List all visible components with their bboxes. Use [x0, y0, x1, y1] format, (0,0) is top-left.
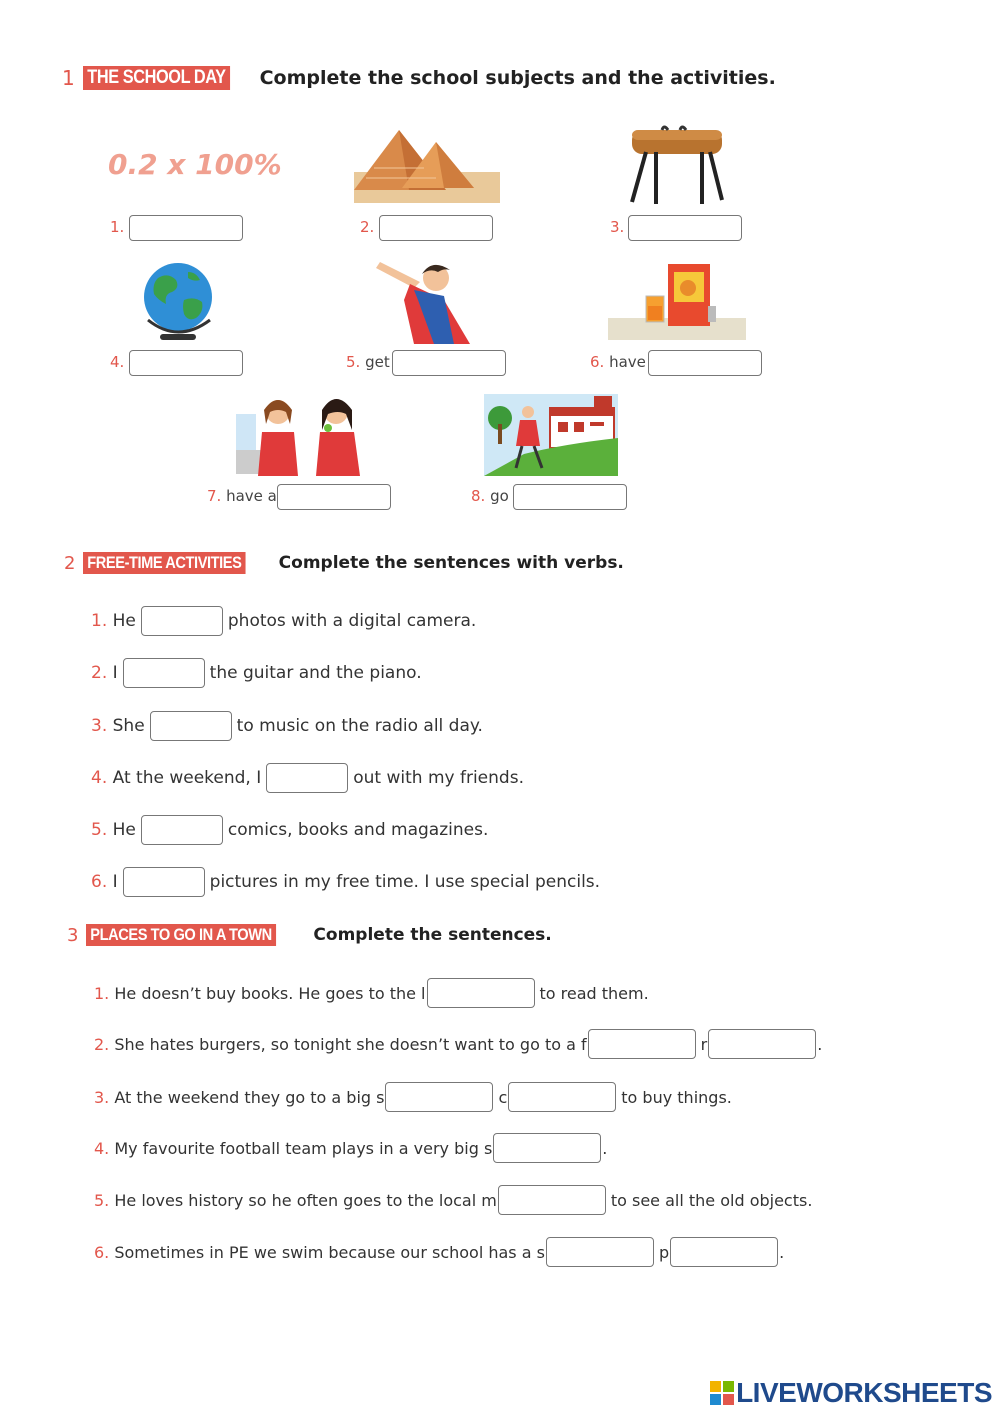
- sentence-2-2: 2. I the guitar and the piano.: [91, 658, 422, 688]
- section-badge: FREE-TIME ACTIVITIES: [83, 552, 246, 574]
- sentence-3-1: 1. He doesn’t buy books. He goes to the l to read them.: [94, 978, 649, 1008]
- item-1-label: 1.: [110, 218, 125, 236]
- section-3-header: [67, 924, 552, 946]
- section-instruction: Complete the school subjects and the activities.: [259, 67, 776, 89]
- place-input-2b[interactable]: [708, 1029, 816, 1059]
- item-5-label: 5. get: [346, 353, 390, 371]
- globe-picture: [138, 260, 218, 342]
- place-input-1[interactable]: [427, 978, 535, 1008]
- verb-input-3[interactable]: [150, 711, 232, 741]
- answer-2-input[interactable]: [379, 215, 493, 241]
- boy-getting-up-picture: [374, 260, 478, 344]
- sentence-2-3: 3. She to music on the radio all day.: [91, 711, 483, 741]
- answer-8-input[interactable]: [513, 484, 627, 510]
- place-input-2a[interactable]: [588, 1029, 696, 1059]
- logo-grid-icon: [710, 1381, 734, 1405]
- answer-1-input[interactable]: [129, 215, 243, 241]
- sentence-2-5: 5. He comics, books and magazines.: [91, 815, 488, 845]
- section-number: 1: [62, 66, 75, 90]
- sentence-2-1: 1. He photos with a digital camera.: [91, 606, 476, 636]
- place-input-5[interactable]: [498, 1185, 606, 1215]
- math-expression-picture: 0.2 x 100%: [108, 148, 282, 181]
- answer-7-input[interactable]: [277, 484, 391, 510]
- girls-break-picture: [236, 394, 364, 476]
- section-badge: PLACES TO GO IN A TOWN: [86, 924, 276, 946]
- brand-name: LIVEWORKSHEETS: [736, 1377, 992, 1408]
- answer-5-input[interactable]: [392, 350, 506, 376]
- item-8-label: 8. go: [471, 487, 509, 505]
- section-2-header: [64, 552, 624, 574]
- item-6-label: 6. have: [590, 353, 646, 371]
- item-3-label: 3.: [610, 218, 625, 236]
- section-number: 2: [64, 552, 76, 574]
- place-input-3a[interactable]: [385, 1082, 493, 1112]
- item-2-label: 2.: [360, 218, 375, 236]
- verb-input-6[interactable]: [123, 867, 205, 897]
- answer-6-input[interactable]: [648, 350, 762, 376]
- pyramids-picture: [354, 128, 500, 203]
- liveworksheets-logo: [710, 1377, 992, 1409]
- breakfast-picture: [608, 262, 746, 340]
- item-4-label: 4.: [110, 353, 125, 371]
- pommel-horse-picture: [622, 124, 728, 208]
- sentence-2-6: 6. I pictures in my free time. I use special pencils.: [91, 867, 600, 897]
- section-1-header: [62, 66, 776, 90]
- place-input-4[interactable]: [493, 1133, 601, 1163]
- place-input-6a[interactable]: [546, 1237, 654, 1267]
- sentence-3-2: 2. She hates burgers, so tonight she doesn’t want to go to a f r .: [94, 1029, 822, 1059]
- sentence-3-5: 5. He loves history so he often goes to the local m to see all the old objects.: [94, 1185, 812, 1215]
- place-input-3b[interactable]: [508, 1082, 616, 1112]
- verb-input-1[interactable]: [141, 606, 223, 636]
- place-input-6b[interactable]: [670, 1237, 778, 1267]
- sentence-3-3: 3. At the weekend they go to a big s c to buy things.: [94, 1082, 732, 1112]
- verb-input-2[interactable]: [123, 658, 205, 688]
- go-home-picture: [484, 394, 618, 476]
- section-instruction: Complete the sentences.: [313, 925, 552, 945]
- sentence-2-4: 4. At the weekend, I out with my friends.: [91, 763, 524, 793]
- verb-input-5[interactable]: [141, 815, 223, 845]
- verb-input-4[interactable]: [266, 763, 348, 793]
- section-instruction: Complete the sentences with verbs.: [278, 553, 624, 573]
- item-7-label: 7. have a: [207, 487, 277, 505]
- sentence-3-4: 4. My favourite football team plays in a very big s .: [94, 1133, 607, 1163]
- sentence-3-6: 6. Sometimes in PE we swim because our school has a s p .: [94, 1237, 784, 1267]
- section-number: 3: [67, 924, 79, 946]
- section-badge: THE SCHOOL DAY: [83, 66, 230, 90]
- answer-4-input[interactable]: [129, 350, 243, 376]
- answer-3-input[interactable]: [628, 215, 742, 241]
